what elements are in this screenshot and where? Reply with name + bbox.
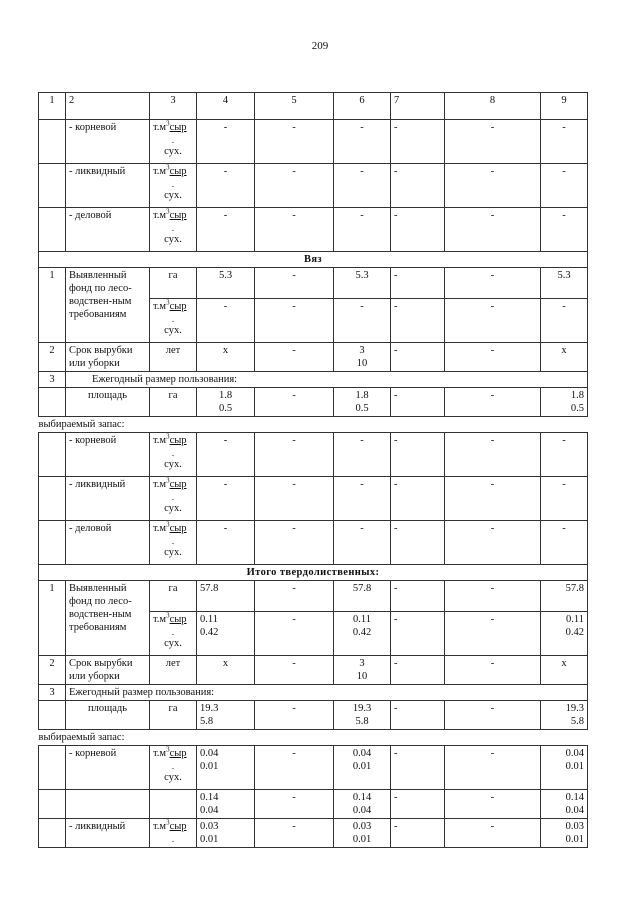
unit-cell: $т.м^3сыр$ . сух. (150, 433, 197, 477)
row-label: Срок вырубки или уборки (66, 343, 150, 372)
unit-cell: $т.м^3сыр$ . сух. (150, 120, 197, 164)
unit-cell: $т.м^3сыр$ . сух. (150, 746, 197, 790)
row-label: Выявленный фонд по лесо-водствен-ным требованиям (66, 581, 150, 656)
section-row (39, 252, 588, 268)
unit-cell: $т.м^3сыр$ . сух. (150, 521, 197, 565)
header-cell: 4 (197, 93, 255, 120)
row-label: - корневой (66, 746, 150, 790)
header-cell: 6 (334, 93, 391, 120)
row-label: Ежегодный размер пользования: (66, 372, 588, 388)
unit-cell: $т.м^3сыр$ . сух. (150, 164, 197, 208)
table-row: 1 Выявленный фонд по лесо-водствен-ным требованиям га 5.3 - 5.3 - - 5.3 (39, 268, 588, 299)
table-row: - деловой $т.м^3сыр$ . сух. - - - - - - (39, 208, 588, 252)
forest-use-table (38, 92, 588, 848)
row-label: - ликвидный (66, 477, 150, 521)
row-label: Выявленный фонд по лесо-водствен-ным требованиям (66, 268, 150, 343)
table-row: - корневой $т.м^3сыр$ . сух. - - - - - - (39, 433, 588, 477)
header-cell: 8 (445, 93, 541, 120)
table-row: площадь га 1.8 0.5 - 1.8 0.5 - - 1.8 0.5 (39, 388, 588, 417)
row-label: - ликвидный (66, 164, 150, 208)
section-title: Итого твердолиственных: (39, 565, 588, 581)
table-row: площадь га 19.3 5.8 - 19.3 5.8 - - 19.3 5.8 (39, 701, 588, 730)
table-row (39, 417, 588, 433)
unit-cell: $т.м^3сыр$ . (150, 819, 197, 848)
row-label: - деловой (66, 208, 150, 252)
row-label: площадь (66, 388, 150, 417)
table-row (39, 730, 588, 746)
header-cell: 1 (39, 93, 66, 120)
header-cell: 7 (391, 93, 445, 120)
header-cell: 3 (150, 93, 197, 120)
section-row (39, 565, 588, 581)
table-row: - деловой $т.м^3сыр$ . сух. - - - - - - (39, 521, 588, 565)
table-row: 0.14 0.04 - 0.14 0.04 - - 0.14 0.04 (39, 790, 588, 819)
row-label: - корневой (66, 433, 150, 477)
header-cell: 2 (66, 93, 150, 120)
table-row: - ликвидный $т.м^3сыр$ . сух. - - - - - - (39, 477, 588, 521)
table-row: - ликвидный $т.м^3сыр$ . 0.03 0.01 - 0.03 0.01 - - 0.03 0.01 (39, 819, 588, 848)
row-label: - корневой (66, 120, 150, 164)
table-row: - корневой $т.м^3сыр$ . сух. 0.04 0.01 - 0.04 0.01 - - 0.04 0.01 (39, 746, 588, 790)
header-cell: 5 (255, 93, 334, 120)
row-label: площадь (66, 701, 150, 730)
unit-cell: $т.м^3сыр$ . сух. (150, 477, 197, 521)
table-row: 3 Ежегодный размер пользования: (39, 372, 588, 388)
table-row: - ликвидный $т.м^3сыр$ . сух. - - - - - - (39, 164, 588, 208)
table-row: - корневой $т.м^3сыр$ . сух. - - - - - - (39, 120, 588, 164)
table-row: 2 Срок вырубки или уборки лет х - 3 10 - - х (39, 656, 588, 685)
section-title: Вяз (39, 252, 588, 268)
table-row: 3 Ежегодный размер пользования: (39, 685, 588, 701)
table-row: 1 Выявленный фонд по лесо-водствен-ным требованиям га 57.8 - 57.8 - - 57.8 (39, 581, 588, 612)
table-row: $т.м^3сыр$ . сух. - - - - - - (39, 299, 588, 343)
row-label: выбираемый запас: (39, 417, 588, 433)
unit-cell: $т.м^3сыр$ . сух. (150, 208, 197, 252)
page-number: 209 (311, 40, 329, 52)
header-row (39, 93, 588, 120)
row-label: выбираемый запас: (39, 730, 588, 746)
row-label: Ежегодный размер пользования: (66, 685, 588, 701)
row-label: - деловой (66, 521, 150, 565)
row-label: Срок вырубки или уборки (66, 656, 150, 685)
header-cell: 9 (541, 93, 588, 120)
unit-cell: $т.м^3сыр$ . сух. (150, 612, 197, 656)
unit-cell: $т.м^3сыр$ . сух. (150, 299, 197, 343)
table-row: $т.м^3сыр$ . сух. 0.11 0.42 - 0.11 0.42 - - 0.11 0.42 (39, 612, 588, 656)
row-label: - ликвидный (66, 819, 150, 848)
table-row: 2 Срок вырубки или уборки лет х - 3 10 - - х (39, 343, 588, 372)
